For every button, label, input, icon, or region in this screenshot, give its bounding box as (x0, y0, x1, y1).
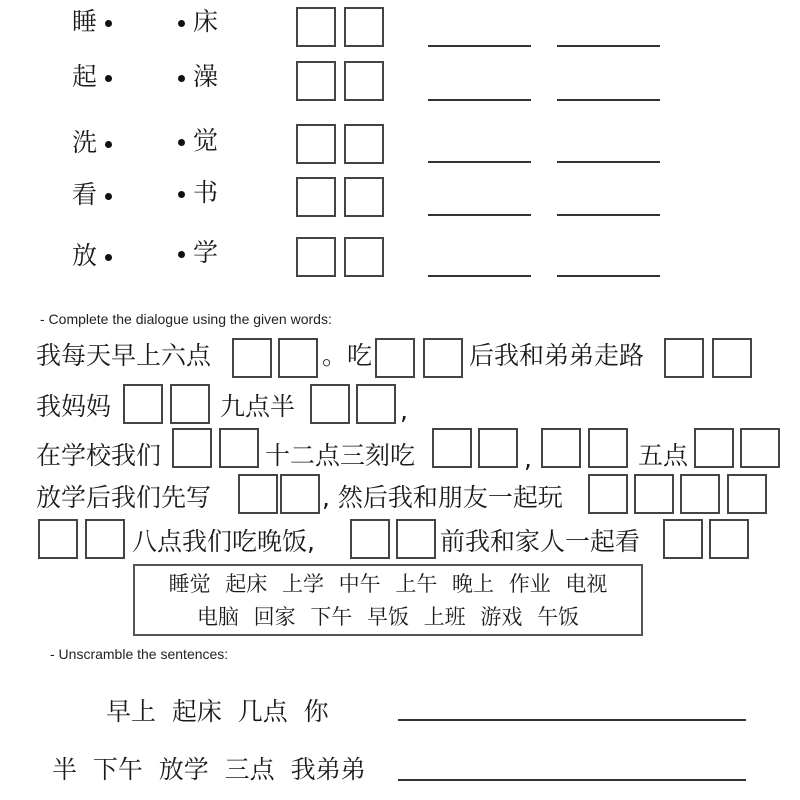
match-left-item: 洗 (72, 128, 112, 158)
word-bank-word[interactable]: 作业 (508, 572, 551, 596)
char-box[interactable] (296, 61, 336, 101)
answer-line[interactable] (428, 99, 531, 101)
scrambled-sentence: 早上 起床 几点 你 (106, 697, 329, 726)
blank-box[interactable] (278, 338, 318, 378)
answer-line[interactable] (557, 161, 660, 163)
blank-box[interactable] (664, 338, 704, 378)
word-bank-word[interactable]: 起床 (225, 572, 268, 596)
word-bank-word[interactable]: 中午 (338, 572, 381, 596)
match-left-item: 起 (72, 62, 112, 92)
match-dot[interactable] (105, 75, 112, 82)
answer-line[interactable] (428, 214, 531, 216)
match-dot[interactable] (178, 251, 185, 258)
answer-line[interactable] (428, 161, 531, 163)
char-box[interactable] (296, 7, 336, 47)
blank-box[interactable] (727, 474, 767, 514)
match-right-item: 觉 (178, 126, 218, 156)
match-right-item: 澡 (178, 62, 218, 92)
word-bank-word[interactable]: 睡觉 (168, 572, 211, 596)
dialogue-text: 放学后我们先写 (36, 483, 212, 512)
dialogue-text: 我每天早上六点 (36, 341, 212, 370)
dialogue-text: 在学校我们 (36, 441, 162, 470)
blank-box[interactable] (694, 428, 734, 468)
blank-box[interactable] (350, 519, 390, 559)
match-right-item: 书 (178, 178, 218, 208)
char-box[interactable] (344, 237, 384, 277)
answer-line[interactable] (428, 275, 531, 277)
word-bank-word[interactable]: 晚上 (452, 572, 495, 596)
blank-box[interactable] (588, 428, 628, 468)
match-left-item: 睡 (72, 7, 112, 37)
blank-box[interactable] (123, 384, 163, 424)
blank-box[interactable] (432, 428, 472, 468)
word-bank-word[interactable]: 下午 (310, 605, 353, 629)
answer-line[interactable] (557, 214, 660, 216)
word-bank-word[interactable]: 午饭 (537, 605, 580, 629)
match-left-item: 看 (72, 180, 112, 210)
dialogue-text: , 然后我和朋友一起玩 (322, 483, 563, 512)
blank-box[interactable] (375, 338, 415, 378)
blank-box[interactable] (219, 428, 259, 468)
blank-box[interactable] (423, 338, 463, 378)
char-box[interactable] (344, 124, 384, 164)
blank-box[interactable] (232, 338, 272, 378)
answer-line[interactable] (557, 99, 660, 101)
answer-line[interactable] (428, 45, 531, 47)
answer-line[interactable] (398, 779, 746, 781)
blank-box[interactable] (280, 474, 320, 514)
blank-box[interactable] (38, 519, 78, 559)
dialogue-text: 八点我们吃晚饭, (132, 527, 315, 556)
blank-box[interactable] (680, 474, 720, 514)
char-box[interactable] (344, 7, 384, 47)
match-dot[interactable] (105, 254, 112, 261)
word-bank-word[interactable]: 上午 (395, 572, 438, 596)
match-dot[interactable] (105, 193, 112, 200)
match-dot[interactable] (178, 191, 185, 198)
word-bank-word[interactable]: 游戏 (480, 605, 523, 629)
match-right-item: 床 (178, 7, 218, 37)
blank-box[interactable] (634, 474, 674, 514)
dialogue-text: , (524, 444, 532, 473)
dialogue-text: 十二点三刻吃 (265, 441, 416, 470)
blank-box[interactable] (478, 428, 518, 468)
blank-box[interactable] (709, 519, 749, 559)
blank-box[interactable] (238, 474, 278, 514)
char-box[interactable] (296, 237, 336, 277)
match-dot[interactable] (178, 75, 185, 82)
match-dot[interactable] (178, 139, 185, 146)
dialogue-text: 后我和弟弟走路 (469, 341, 645, 370)
char-box[interactable] (296, 177, 336, 217)
dialogue-text: , (400, 396, 408, 425)
blank-box[interactable] (356, 384, 396, 424)
char-box[interactable] (296, 124, 336, 164)
blank-box[interactable] (541, 428, 581, 468)
blank-box[interactable] (310, 384, 350, 424)
dialogue-text: 。吃 (322, 341, 373, 370)
dialogue-instruction: - Complete the dialogue using the given words: (40, 311, 332, 327)
match-dot[interactable] (105, 20, 112, 27)
word-bank-word[interactable]: 电视 (565, 572, 608, 596)
blank-box[interactable] (396, 519, 436, 559)
dialogue-text: 五点 (638, 441, 689, 470)
answer-line[interactable] (557, 275, 660, 277)
word-bank-word[interactable]: 上班 (423, 605, 466, 629)
blank-box[interactable] (712, 338, 752, 378)
word-bank (133, 564, 643, 636)
word-bank-word[interactable]: 回家 (253, 605, 296, 629)
match-left-item: 放 (72, 241, 112, 271)
blank-box[interactable] (740, 428, 780, 468)
word-bank-word[interactable]: 电脑 (196, 605, 239, 629)
blank-box[interactable] (663, 519, 703, 559)
blank-box[interactable] (170, 384, 210, 424)
word-bank-row (135, 571, 641, 597)
dialogue-text: 我妈妈 (36, 392, 112, 421)
char-box[interactable] (344, 61, 384, 101)
answer-line[interactable] (557, 45, 660, 47)
word-bank-row (135, 604, 641, 630)
scrambled-sentence: 半 下午 放学 三点 我弟弟 (52, 755, 366, 784)
unscramble-instruction: - Unscramble the sentences: (50, 646, 229, 662)
match-right-item: 学 (178, 238, 218, 268)
word-bank-word[interactable]: 早饭 (367, 605, 409, 629)
word-bank-word[interactable]: 上学 (281, 572, 324, 596)
answer-line[interactable] (398, 719, 746, 721)
blank-box[interactable] (172, 428, 212, 468)
match-dot[interactable] (105, 141, 112, 148)
match-dot[interactable] (178, 20, 185, 27)
char-box[interactable] (344, 177, 384, 217)
dialogue-text: 前我和家人一起看 (440, 527, 641, 556)
dialogue-text: 九点半 (220, 392, 296, 421)
blank-box[interactable] (85, 519, 125, 559)
blank-box[interactable] (588, 474, 628, 514)
